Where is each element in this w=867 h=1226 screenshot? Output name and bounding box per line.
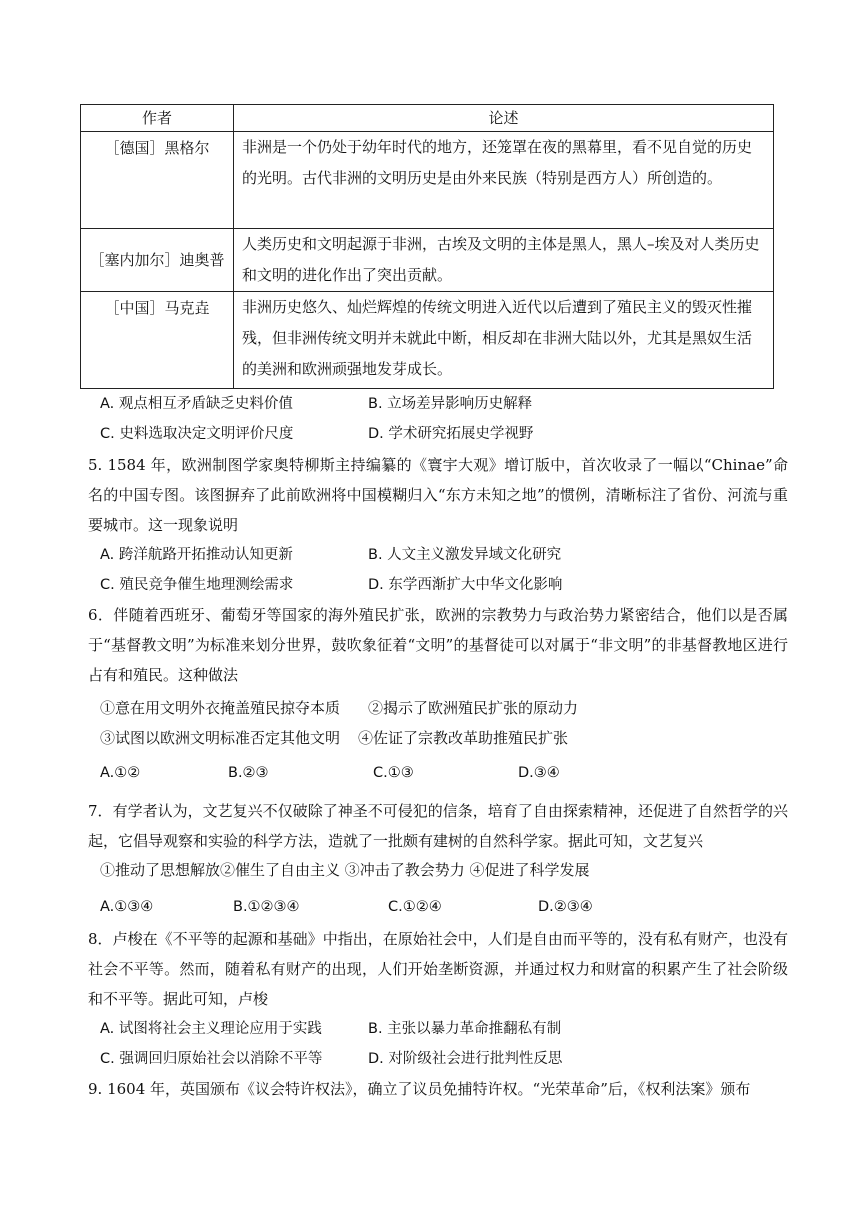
- table-cell-author: ［中国］马克垚: [81, 292, 234, 389]
- table-row: [81, 229, 774, 292]
- q9-stem: 9. 1604 年，英国颁布《议会特许权法》，确立了议员免捕特许权。“光荣革命”后，《权利法案》颁布: [88, 1080, 751, 1098]
- q8-option-d[interactable]: D. 对阶级社会进行批判性反思: [368, 1051, 563, 1067]
- q5-stem: 5. 1584 年，欧洲制图学家奥特柳斯主持编纂的《寰宇大观》增订版中，首次收录了一幅以“Chinae”命名的中国专图。该图摒弃了此前欧洲将中国模糊归入“东方未知之地”的惯例，清晰标注了省份、河流与重要城市。这一现象说明: [88, 456, 788, 534]
- table-cell-statement: 非洲是一个仍处于幼年时代的地方，还笼罩在夜的黑幕里，看不见自觉的历史的光明。古代非洲的文明历史是由外来民族（特别是西方人）所创造的。: [234, 132, 774, 229]
- q8-option-b[interactable]: B. 主张以暴力革命推翻私有制: [368, 1021, 562, 1037]
- table-cell-statement: 人类历史和文明起源于非洲，古埃及文明的主体是黑人，黑人–埃及对人类历史和文明的进化作出了突出贡献。: [234, 229, 774, 292]
- table-cell-author: ［德国］黑格尔: [81, 132, 234, 229]
- table-header-row: [81, 105, 774, 132]
- q6-stem: 6．伴随着西班牙、葡萄牙等国家的海外殖民扩张，欧洲的宗教势力与政治势力紧密结合，他们以是否属于“基督教文明”为标准来划分世界，鼓吹象征着“文明”的基督徒可以对属于“非文明”的非基督教地区进行占有和殖民。这种做法: [88, 606, 788, 684]
- q7-items: ①推动了思想解放②催生了自由主义 ③冲击了教会势力 ④促进了科学发展: [100, 861, 590, 879]
- q6-item-4: ④佐证了宗教改革助推殖民扩张: [358, 729, 569, 747]
- table-header-statement: 论述: [234, 105, 774, 132]
- q5-option-d[interactable]: D. 东学西渐扩大中华文化影响: [368, 577, 563, 593]
- q5-option-c[interactable]: C. 殖民竞争催生地理测绘需求: [100, 577, 294, 593]
- viewpoints-table: [80, 104, 774, 389]
- q4-option-d[interactable]: D. 学术研究拓展史学视野: [368, 426, 534, 442]
- q6-option-b[interactable]: B.②③: [228, 765, 269, 781]
- q4-option-c[interactable]: C. 史料选取决定文明评价尺度: [100, 426, 294, 442]
- q4-option-a[interactable]: A. 观点相互矛盾缺乏史料价值: [100, 396, 293, 412]
- table-cell-statement: 非洲历史悠久、灿烂辉煌的传统文明进入近代以后遭到了殖民主义的毁灭性摧残，但非洲传统文明并未就此中断，相反却在非洲大陆以外，尤其是黑奴生活的美洲和欧洲顽强地发芽成长。: [234, 292, 774, 389]
- q8-option-c[interactable]: C. 强调回归原始社会以消除不平等: [100, 1051, 323, 1067]
- q7-stem: 7．有学者认为，文艺复兴不仅破除了神圣不可侵犯的信条，培育了自由探索精神，还促进了自然哲学的兴起，它倡导观察和实验的科学方法，造就了一批颇有建树的自然科学家。据此可知，文艺复兴: [88, 802, 788, 850]
- q6-option-c[interactable]: C.①③: [373, 765, 414, 781]
- q7-option-c[interactable]: C.①②④: [388, 899, 442, 915]
- q6-item-3: ③试图以欧洲文明标准否定其他文明: [100, 729, 341, 747]
- q6-item-1: ①意在用文明外衣掩盖殖民掠夺本质: [100, 699, 341, 717]
- q8-stem: 8．卢梭在《不平等的起源和基础》中指出，在原始社会中，人们是自由而平等的，没有私有财产，也没有社会不平等。然而，随着私有财产的出现，人们开始垄断资源，并通过权力和财富的积累产生了社会阶级和不平等。据此可知，卢梭: [88, 930, 788, 1008]
- q8-option-a[interactable]: A. 试图将社会主义理论应用于实践: [100, 1021, 322, 1037]
- q7-option-a[interactable]: A.①③④: [100, 899, 154, 915]
- q4-option-b[interactable]: B. 立场差异影响历史解释: [368, 396, 533, 412]
- q5-option-a[interactable]: A. 跨洋航路开拓推动认知更新: [100, 547, 293, 563]
- q7-option-b[interactable]: B.①②③④: [233, 899, 300, 915]
- table-row: [81, 132, 774, 229]
- table-row: [81, 292, 774, 389]
- table-header-author: 作者: [81, 105, 234, 132]
- q6-option-d[interactable]: D.③④: [518, 765, 560, 781]
- q6-item-2: ②揭示了欧洲殖民扩张的原动力: [368, 699, 579, 717]
- q6-option-a[interactable]: A.①②: [100, 765, 141, 781]
- q5-option-b[interactable]: B. 人文主义激发异域文化研究: [368, 547, 562, 563]
- table-cell-author: ［塞内加尔］迪奥普: [81, 229, 234, 292]
- q7-option-d[interactable]: D.②③④: [538, 899, 593, 915]
